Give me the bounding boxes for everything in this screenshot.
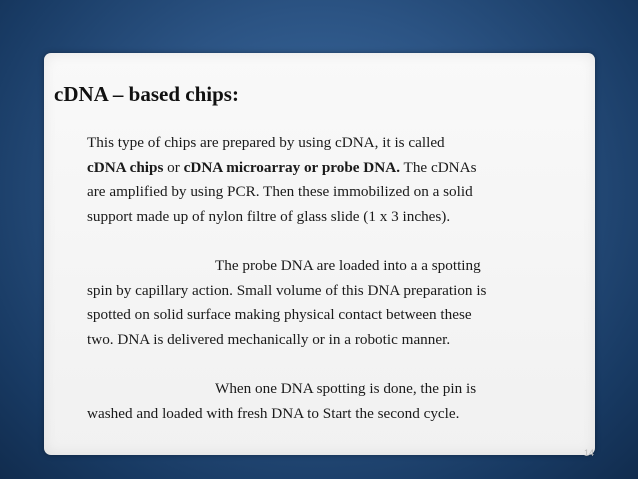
paragraph-1-line-2 bbox=[87, 156, 587, 181]
connector-text: or bbox=[163, 158, 184, 176]
term-cdna-chips: cDNA chips bbox=[87, 158, 164, 176]
slide-body bbox=[87, 131, 587, 426]
paragraph-2-line-3: spotted on solid surface making physical contact between these bbox=[87, 306, 472, 324]
term-cdna-microarray: cDNA microarray or probe DNA. bbox=[183, 158, 401, 176]
paragraph-2-line-4: two. DNA is delivered mechanically or in a robotic manner. bbox=[87, 330, 451, 348]
paragraph-2-line-2: spin by capillary action. Small volume of this DNA preparation is bbox=[87, 281, 487, 299]
slide-title: cDNA – based chips: bbox=[54, 82, 239, 106]
paragraph-1-line-3: are amplified by using PCR. Then these immobilized on a solid bbox=[87, 183, 473, 201]
page-number: 14 bbox=[584, 448, 595, 458]
paragraph-3-line-2: washed and loaded with fresh DNA to Start the second cycle. bbox=[87, 404, 460, 422]
paragraph-1-line-1: This type of chips are prepared by using cDNA, it is called bbox=[87, 134, 445, 151]
paragraph-2-line-1: The probe DNA are loaded into a a spotting bbox=[215, 256, 481, 274]
paragraph-1-line-4: support made up of nylon filtre of glass slide (1 x 3 inches). bbox=[87, 207, 451, 225]
paragraph-1-line-2-tail: The cDNAs bbox=[400, 158, 477, 176]
paragraph-3-line-1: When one DNA spotting is done, the pin is bbox=[215, 379, 477, 397]
